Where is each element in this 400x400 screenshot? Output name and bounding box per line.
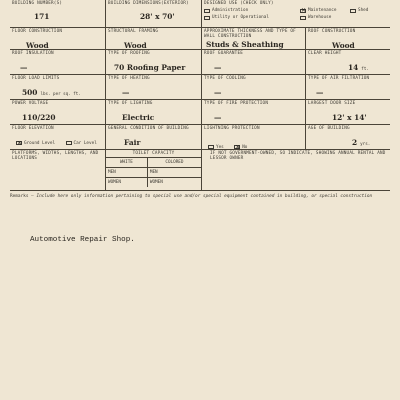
building-numbers-value: 171 — [34, 12, 50, 21]
checkbox-icon[interactable] — [66, 141, 72, 145]
toilet-men-colored: MEN — [147, 168, 201, 178]
building-age-label: AGE OF BUILDING — [308, 126, 350, 131]
platforms-cell — [10, 150, 106, 190]
structural-framing-cell — [106, 28, 202, 49]
building-record-form — [10, 0, 390, 191]
checkbox-icon[interactable] — [350, 9, 356, 13]
table-row — [106, 178, 201, 188]
air-filtration-label: TYPE OF AIR FILTRATION — [308, 76, 370, 81]
designed-use-label: DESIGNED USE (CHECK ONLY) — [204, 1, 274, 6]
lighting-label: TYPE OF LIGHTING — [108, 101, 153, 106]
cooling-value: — — [214, 88, 222, 97]
toilet-capacity-cell — [106, 150, 202, 190]
floor-construction-cell — [10, 28, 106, 49]
lightning-option-no[interactable]: ✕ No — [234, 145, 247, 150]
ownership-cell — [202, 150, 390, 190]
lightning-options — [204, 136, 303, 149]
lightning-protection-cell — [202, 125, 306, 149]
table-row — [106, 168, 201, 178]
use-option-warehouse[interactable]: Warehouse — [300, 15, 331, 20]
clear-height-cell — [306, 50, 390, 74]
checkbox-checked-icon[interactable] — [16, 141, 22, 145]
floor-load-label: FLOOR LOAD LIMITS — [12, 76, 60, 81]
roof-construction-cell — [306, 28, 390, 49]
remarks-label: Remarks — [10, 194, 29, 199]
roof-construction-label: ROOF CONSTRUCTION — [308, 29, 356, 34]
heating-value: — — [122, 88, 130, 97]
floor-elevation-label: FLOOR ELEVATION — [12, 126, 54, 131]
elevation-option-ground[interactable]: ✕ Ground Level — [16, 141, 55, 146]
condition-value: Fair — [124, 138, 141, 147]
roofing-type-label: TYPE OF ROOFING — [108, 51, 150, 56]
clear-height-value: 14 ft. — [348, 63, 369, 72]
toilet-men-white: MEN — [106, 168, 147, 178]
lighting-value: Electric — [122, 113, 155, 122]
wall-construction-value: Studs & Sheathing — [206, 40, 284, 49]
form-row-4 — [10, 74, 390, 99]
elevation-option-car[interactable]: Car Level — [66, 141, 97, 146]
fire-protection-value: — — [214, 113, 222, 122]
checkbox-icon[interactable] — [300, 16, 306, 20]
wall-construction-cell — [202, 28, 306, 49]
power-voltage-label: POWER VOLTAGE — [12, 101, 49, 106]
use-option-maintenance[interactable]: ✕ Maintenance — [300, 8, 344, 13]
heating-cell — [106, 75, 202, 99]
roofing-type-value: 70 Roofing Paper — [114, 63, 186, 72]
form-row-5 — [10, 99, 390, 124]
fire-protection-label: TYPE OF FIRE PROTECTION — [204, 101, 269, 106]
roof-insulation-label: ROOF INSULATION — [12, 51, 54, 56]
building-numbers-label: BUILDING NUMBER(S) — [12, 1, 63, 6]
roofing-type-cell — [106, 50, 202, 74]
form-row-2 — [10, 27, 390, 49]
cooling-label: TYPE OF COOLING — [204, 76, 246, 81]
building-age-cell — [306, 125, 390, 149]
door-size-cell — [306, 100, 390, 124]
heating-label: TYPE OF HEATING — [108, 76, 150, 81]
condition-label: GENERAL CONDITION OF BUILDING — [108, 126, 189, 131]
elevation-options — [12, 132, 103, 149]
floor-load-cell — [10, 75, 106, 99]
remarks-text: – Include here only information pertaining to special use and/or special equipment contained in building, or special construction — [28, 194, 373, 199]
ownership-label: IF NOT GOVERNMENT-OWNED, SO INDICATE, SHOWING ANNUAL RENTAL AND LESSOR OWNER — [210, 151, 386, 161]
roof-construction-value: Wood — [332, 41, 355, 49]
door-size-label: LARGEST DOOR SIZE — [308, 101, 356, 106]
designed-use-options — [204, 8, 388, 20]
lightning-protection-label: LIGHTNING PROTECTION — [204, 126, 260, 131]
roof-insulation-value: — — [20, 63, 28, 72]
form-row-1 — [10, 0, 390, 27]
toilet-capacity-table — [106, 157, 201, 187]
floor-construction-label: FLOOR CONSTRUCTION — [12, 29, 63, 34]
checkbox-icon[interactable] — [204, 16, 210, 20]
checkbox-icon[interactable] — [204, 9, 210, 13]
toilet-women-colored: WOMEN — [147, 178, 201, 188]
platforms-label: PLATFORMS, WIDTHS, LENGTHS, AND LOCATIONS — [12, 151, 99, 161]
power-voltage-value: 110/220 — [22, 113, 56, 122]
toilet-col-white: WHITE — [106, 158, 147, 168]
form-row-6 — [10, 124, 390, 149]
use-option-shed[interactable]: Shed — [350, 8, 368, 13]
dimensions-value: 28' x 70' — [140, 12, 175, 21]
roof-insulation-cell — [10, 50, 106, 74]
building-numbers-cell — [10, 0, 106, 27]
toilet-women-white: WOMEN — [106, 178, 147, 188]
door-size-value: 12' x 14' — [332, 113, 367, 122]
form-row-7 — [10, 149, 390, 190]
use-option-administration[interactable]: Administration — [204, 8, 294, 13]
lightning-option-yes[interactable]: Yes — [208, 145, 224, 150]
clear-height-label: CLEAR HEIGHT — [308, 51, 342, 56]
designed-use-cell — [202, 0, 390, 27]
wall-construction-label: APPROXIMATE THICKNESS AND TYPE OF WALL CONSTRUCTION — [204, 29, 296, 39]
toilet-col-colored: COLORED — [147, 158, 201, 168]
building-age-value: 2 yrs. — [352, 138, 371, 147]
roof-guarantee-value: — — [214, 63, 222, 72]
remarks-entry: Automotive Repair Shop. — [30, 236, 135, 244]
structural-framing-value: Wood — [124, 41, 147, 49]
floor-construction-value: Wood — [26, 41, 49, 49]
roof-guarantee-cell — [202, 50, 306, 74]
power-voltage-cell — [10, 100, 106, 124]
floor-load-value: 500 lbs. per sq. ft. — [22, 88, 81, 97]
floor-elevation-cell — [10, 125, 106, 149]
air-filtration-cell — [306, 75, 390, 99]
condition-cell — [106, 125, 202, 149]
dimensions-label: BUILDING DIMENSIONS(EXTERIOR) — [108, 1, 189, 6]
structural-framing-label: STRUCTURAL FRAMING — [108, 29, 159, 34]
use-option-utility[interactable]: Utility or Operational — [204, 15, 294, 20]
table-row — [106, 158, 201, 168]
dimensions-cell — [106, 0, 202, 27]
form-row-3 — [10, 49, 390, 74]
fire-protection-cell — [202, 100, 306, 124]
lighting-cell — [106, 100, 202, 124]
roof-guarantee-label: ROOF GUARANTEE — [204, 51, 244, 56]
remarks-note — [10, 194, 390, 206]
checkbox-checked-icon[interactable] — [300, 9, 306, 13]
cooling-cell — [202, 75, 306, 99]
toilet-capacity-label: TOILET CAPACITY — [132, 151, 175, 156]
air-filtration-value: — — [316, 88, 324, 97]
